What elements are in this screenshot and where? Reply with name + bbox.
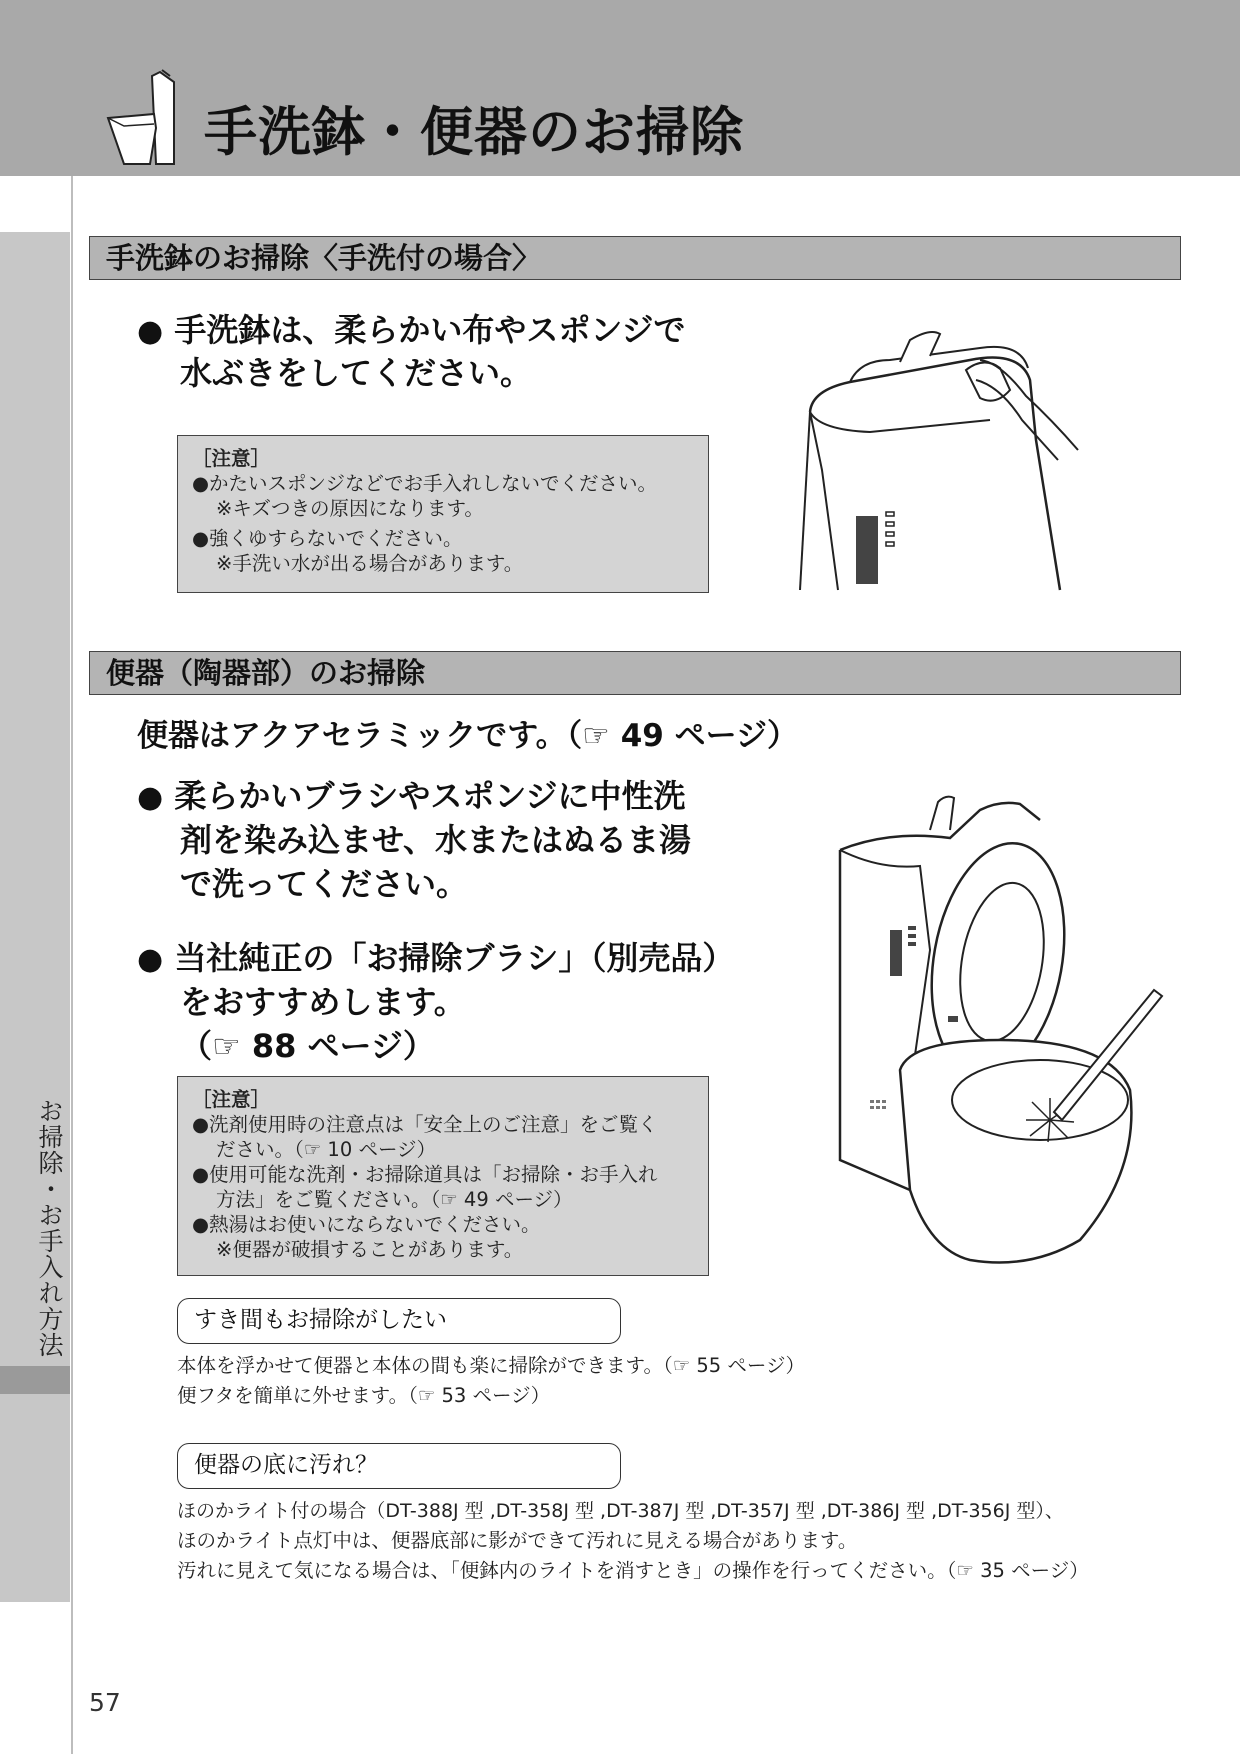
caution-title: ［注意］ <box>192 447 271 470</box>
intro-text: 便器はアクアセラミックです。（☞ 49 ページ） <box>137 718 799 754</box>
caution-line: ※便器が破損することがあります。 <box>216 1238 524 1261</box>
caution-line: ●強くゆすらないでください。 <box>192 527 463 550</box>
tip-bowl-shadow: 便器の底に汚れ？ <box>177 1443 621 1489</box>
tip-text: 便フタを簡単に外せます。（☞ 53 ページ） <box>177 1384 551 1407</box>
tip-text: ほのかライト付の場合（DT-388J 型 ,DT-358J 型 ,DT-387J 型 ,DT-357J 型 ,DT-386J 型 ,DT-356J 型）、 <box>177 1500 1064 1522</box>
toilet-icon <box>104 68 184 168</box>
caution-line: ※手洗い水が出る場合があります。 <box>216 552 524 575</box>
bullet-text-cont: 剤を染み込ませ、水またはぬるま湯 <box>180 821 692 859</box>
bullet-brush <box>137 936 734 982</box>
bullet-text: 手洗鉢は、柔らかい布やスポンジで <box>174 311 686 349</box>
toilet-brush-illustration <box>830 790 1170 1280</box>
caution-line: ●洗剤使用時の注意点は「安全上のご注意」をご覧く <box>192 1113 658 1136</box>
caution-box-handwash <box>177 435 709 593</box>
tip-text: 本体を浮かせて便器と本体の間も楽に掃除ができます。（☞ 55 ページ） <box>177 1354 805 1377</box>
caution-box-toilet <box>177 1076 709 1276</box>
margin-rule <box>71 176 73 1754</box>
caution-line: ●使用可能な洗剤・お掃除道具は「お掃除・お手入れ <box>192 1163 658 1186</box>
tip-gap-cleaning: すき間もお掃除がしたい <box>177 1298 621 1344</box>
bullet-handwash <box>137 308 686 354</box>
page-number: 57 <box>89 1688 121 1717</box>
bullet-text-cont: で洗ってください。 <box>180 865 469 903</box>
bullet-text: 当社純正の「お掃除ブラシ」（別売品） <box>174 939 735 977</box>
caution-line: ●熱湯はお使いにならないでください。 <box>192 1213 541 1236</box>
page-title: 手洗鉢・便器のお掃除 <box>204 102 744 163</box>
section-heading-toilet-bowl: 便器（陶器部）のお掃除 <box>89 651 1181 695</box>
bullet-text: 柔らかいブラシやスポンジに中性洗 <box>174 777 686 815</box>
bullet-icon: ● <box>137 314 164 349</box>
bullet-icon: ● <box>137 780 164 815</box>
section-heading-handwash-bowl: 手洗鉢のお掃除〈手洗付の場合〉 <box>89 236 1181 280</box>
tank-wiping-illustration <box>790 320 1090 590</box>
caution-line: 方法」をご覧ください。（☞ 49 ページ） <box>216 1188 573 1211</box>
side-tab-marker <box>0 1366 70 1394</box>
caution-line: ●かたいスポンジなどでお手入れしないでください。 <box>192 472 658 495</box>
caution-line: ださい。（☞ 10 ページ） <box>216 1138 437 1161</box>
bullet-text-cont: をおすすめします。 <box>180 983 466 1021</box>
caution-line: ※キズつきの原因になります。 <box>216 497 484 520</box>
bullet-text-cont: 水ぶきをしてください。 <box>180 354 533 392</box>
tip-text: 汚れに見えて気になる場合は、「便鉢内のライトを消すとき」の操作を行ってください。（☞ 35 ページ） <box>177 1559 1089 1582</box>
tip-text: ほのかライト点灯中は、便器底部に影ができて汚れに見える場合があります。 <box>177 1529 858 1552</box>
bullet-icon: ● <box>137 942 164 977</box>
bullet-cleaning <box>137 774 686 820</box>
side-tab <box>0 232 70 1602</box>
side-tab-label: お掃除・お手入れ方法 <box>35 1098 64 1358</box>
page-ref: （☞ 88 ページ） <box>180 1027 435 1065</box>
caution-title: ［注意］ <box>192 1088 271 1111</box>
